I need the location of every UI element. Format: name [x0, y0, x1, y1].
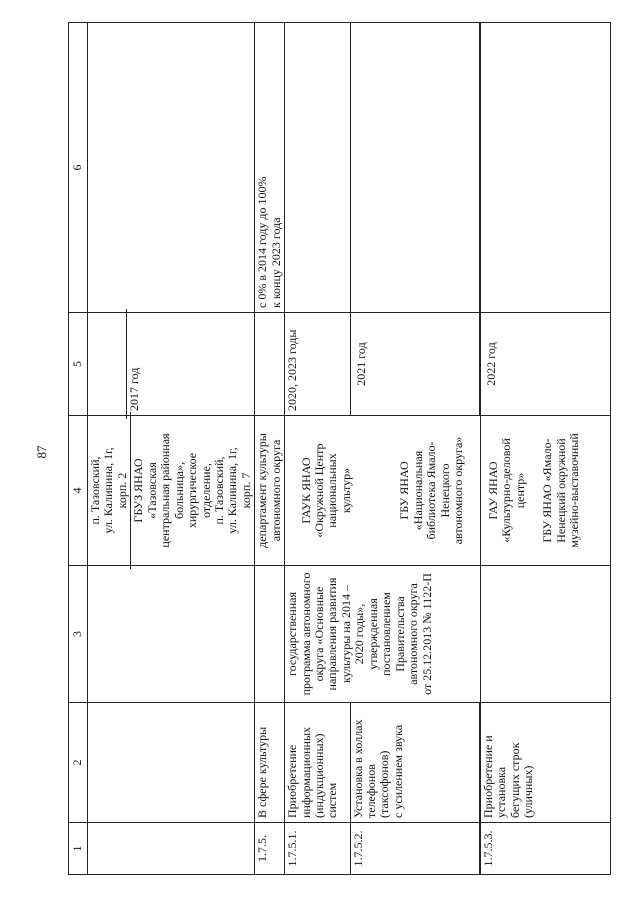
program-text: государственная программа автономного округа «Основные направления развития культуры на 2014 – 2020 годы», утвержденная постановлением Правительства автономного округа от 25.12.2013 № 1122-П: [285, 566, 481, 703]
rotated-table-sheet: [68, 23, 581, 875]
column-number: 4: [69, 416, 88, 566]
organization-text: ГАУ ЯНАО «Культурно-деловой центр»: [485, 438, 527, 543]
item-name: Приобретение информационных (индукционных) систем: [285, 703, 350, 823]
item-number: 1.7.5.3.: [480, 823, 610, 875]
item-number: 1.7.5.1.: [285, 823, 350, 875]
deadline-text: 2022 год: [480, 313, 610, 416]
organization-text: ГБУЗ ЯНАО «Тазовская центральная районная больница», хирургическое отделение, п. Тазовский, ул. Калинина, 1г, корп. 7: [131, 433, 253, 548]
column-number: 1: [69, 823, 88, 875]
column-number: 5: [69, 313, 88, 416]
deadline-text: 2021 год: [350, 313, 479, 416]
table-row: [480, 23, 610, 875]
address-text: п. Тазовский, ул. Калинина, 1г, корп. 2: [88, 447, 129, 534]
responsible-text: департамент культуры автономного округа: [255, 416, 285, 566]
column-number: 6: [69, 23, 88, 313]
organization-text: ГБУ ЯНАО «Ямало- Ненецкий окружной музейно-выставочный: [540, 433, 581, 548]
organization-text: ГБУ ЯНАО «Национальная библиотека Ямало- Ненецкого автономного округа»: [397, 436, 465, 545]
item-name: В сфере культуры: [255, 703, 285, 823]
column-number-row: [69, 23, 88, 875]
item-number: 1.7.5.: [255, 823, 285, 875]
deadline-text: 2017 год: [127, 367, 141, 411]
item-name: Приобретение и установка бегущих строк (уличных): [480, 703, 610, 823]
column-number: 2: [69, 703, 88, 823]
measures-table: [68, 22, 611, 875]
item-name: Установка в холлах телефонов (таксофонов) с усилением звука: [350, 703, 479, 823]
organization-text: ГАУК ЯНАО «Окружной Центр национальных культур»: [298, 443, 353, 538]
column-number: 3: [69, 566, 88, 703]
table-row: [255, 23, 285, 875]
item-number: 1.7.5.2.: [350, 823, 479, 875]
table-row: [88, 23, 255, 875]
table-row: [285, 23, 350, 875]
deadline-text: 2020, 2023 годы: [285, 313, 350, 416]
page-number: 87: [34, 445, 49, 459]
indicator-text: с 0% в 2014 году до 100% к концу 2023 года: [255, 23, 285, 313]
